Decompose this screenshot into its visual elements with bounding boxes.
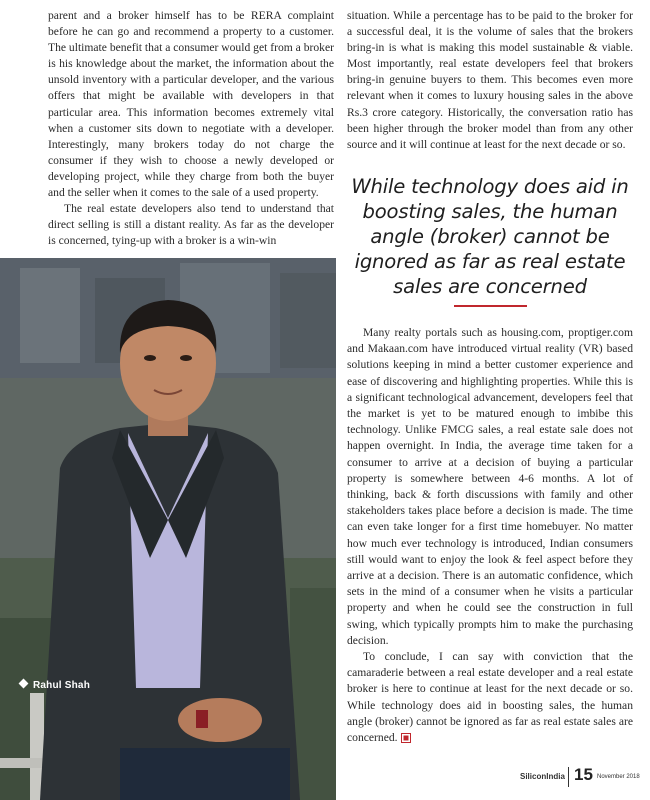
portrait-illustration: [0, 258, 336, 800]
right-column-top: [347, 8, 633, 153]
caption-diamond-icon: [19, 679, 29, 689]
page-number: 15: [574, 765, 593, 784]
end-of-article-icon: [401, 733, 411, 743]
left-paragraph-2: The real estate developers also tend to understand that direct selling is still a distant reality. As far as the developer is concerned, tying-up with a broker is a win-win: [48, 202, 334, 248]
left-paragraph-1: parent and a broker himself has to be RERA complaint before he can go and recommend a property to a customer. The ultimate benefit that a consumer would get from a broker is his knowledge about the market, the information about the unsold inventory with a particular developer, and the various offers that might be available with developers in that particular area. This information becomes extremely vital when a customer sits down to negotiate with a developer. Interestingly, many brokers today do not charge the consumer if they wish to choose a newly developed or developing project, while they charge from both the buyer and the seller when it comes to the sale of a used property.: [48, 9, 334, 200]
conclusion-text: To conclude, I can say with conviction that the camaraderie between a real estate developer and a real estate broker is here to continue at least for the next decade or so. While technology does aid in boosting sales, the human angle (broker) cannot be ignored as far as real estate sales are concerned.: [347, 650, 633, 745]
right-paragraph-1: situation. While a percentage has to be paid to the broker for a successful deal, it is the volume of sales that the brokers bring-in is what is making this model sustainable & viable. Most importantly, real estate developers feel that brokers bring-in genuine buyers to them. This becomes even more relevant when it comes to luxury housing sales in the above Rs.3 crore category. Historically, the conversation ratio has been higher through the broker model than from any other source and it will continue at least for the next decade or so.: [347, 9, 633, 151]
left-column: [48, 8, 334, 249]
right-paragraph-2: Many realty portals such as housing.com, proptiger.com and Makaan.com have introduced virtual reality (VR) based solutions keeping in mind a better customer experience and ease of discovering and highlighting properties. While this is a significant technological advancement, developers feel that the market is yet to be matured enough to imbibe this technology. Unlike FMCG sales, a real estate sale does not happen overnight. In India, the average time taken for a consumer to arrive at a decision of buying a particular property is somewhere between 4-6 months. A lot of thinking, back & forth discussions with family and other stakeholders takes place before a decision is made. The time can even take longer for a first time homebuyer. No matter how much ever technology is introduced, Indian consumers still would want to enjoy the look & feel aspect before they arrive at a decision. There is an automatic confidence, which sets in the mind of a consumer when he visits a particular property and when he could see the construction in full swing, which typically prompts him to make the purchasing decision.: [347, 326, 633, 647]
caption-name: Rahul Shah: [33, 680, 91, 691]
portrait-photo: [0, 258, 336, 800]
right-column-bottom: [347, 325, 633, 746]
issue-date: November 2018: [597, 774, 640, 780]
footer-brand: SiliconIndia: [520, 772, 565, 781]
right-paragraph-3: [347, 649, 633, 746]
footer-divider: [568, 767, 569, 787]
photo-caption: [20, 680, 90, 691]
pull-quote-rule: [454, 305, 527, 307]
page-footer: [520, 765, 640, 789]
pull-quote: While technology does aid in boosting sales, the human angle (broker) cannot be ignored as far as real estate sales are concerned: [351, 175, 629, 298]
